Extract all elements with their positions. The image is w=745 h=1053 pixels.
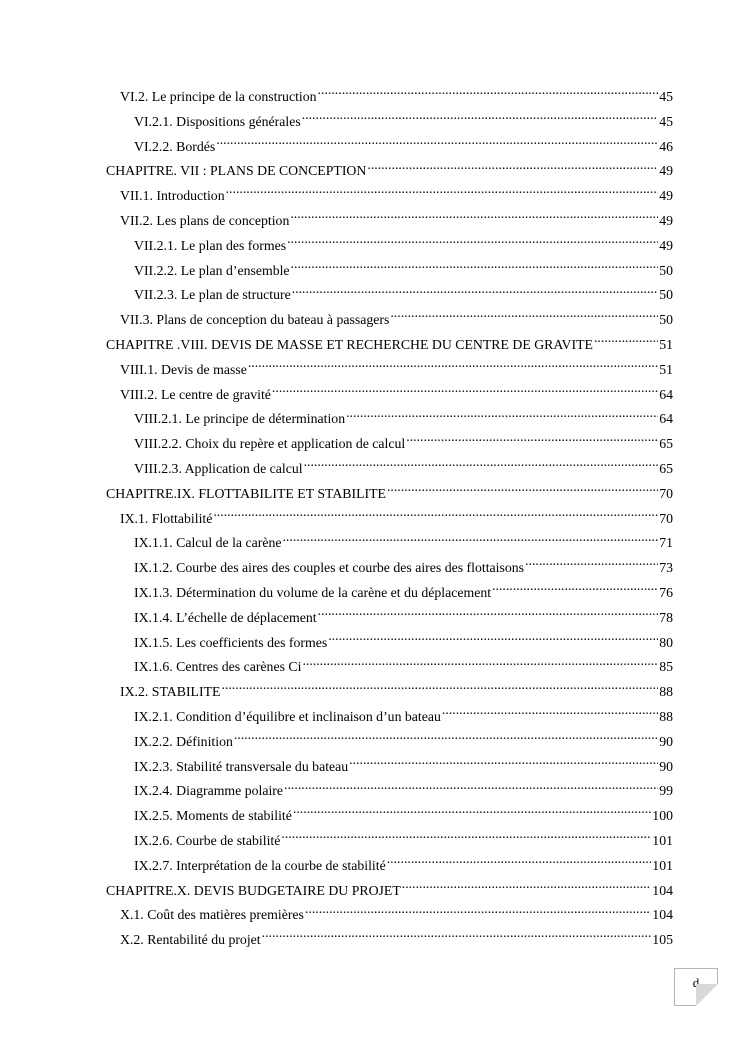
toc-entry-page: 78: [659, 609, 673, 625]
toc-entry-label: IX.1.5. Les coefficients des formes: [134, 634, 328, 650]
toc-dot-leader: [304, 459, 659, 473]
toc-entry-label: CHAPITRE. VII : PLANS DE CONCEPTION: [106, 163, 367, 179]
toc-entry[interactable]: [134, 259, 673, 284]
toc-entry-page: 50: [659, 262, 673, 278]
toc-entry-page: 64: [659, 386, 673, 402]
toc-entry-page: 76: [659, 585, 673, 600]
toc-entry[interactable]: [134, 705, 673, 730]
toc-entry-page: 88: [659, 709, 673, 724]
toc-dot-leader: [305, 906, 651, 920]
toc-dot-leader: [318, 87, 659, 101]
toc-dot-leader: [287, 236, 658, 250]
toc-dot-leader: [293, 806, 651, 820]
toc-entry-label: VII.2. Les plans de conception: [120, 213, 290, 228]
toc-dot-leader: [291, 261, 659, 275]
toc-dot-leader: [328, 633, 658, 647]
toc-entry-page: 49: [659, 163, 673, 179]
toc-entry-page: 104: [652, 882, 673, 898]
toc-entry-label: CHAPITRE.IX. FLOTTABILITE ET STABILITE: [106, 485, 386, 501]
page-number-tab: [674, 968, 718, 1006]
toc-entry[interactable]: [134, 655, 673, 680]
toc-entry-page: 90: [659, 758, 673, 774]
toc-entry-page: 49: [659, 237, 673, 253]
toc-entry[interactable]: [120, 209, 673, 234]
toc-entry[interactable]: [134, 804, 673, 829]
toc-entry-page: 46: [659, 138, 673, 154]
toc-entry-label: VII.2.2. Le plan d’ensemble: [134, 262, 290, 278]
toc-entry[interactable]: [134, 829, 673, 854]
toc-entry-label: IX.2.2. Définition: [134, 733, 233, 749]
toc-entry-label: IX.2.4. Diagramme polaire: [134, 783, 284, 799]
toc-dot-leader: [282, 534, 658, 548]
toc-entry-page: 88: [659, 684, 673, 700]
toc-entry[interactable]: [134, 457, 673, 482]
toc-entry-label: VIII.2. Le centre de gravité: [120, 386, 271, 402]
toc-entry-label: VI.2.1. Dispositions générales: [134, 113, 301, 129]
toc-entry-page: 51: [659, 361, 673, 377]
toc-entry-page: 73: [659, 560, 673, 576]
toc-entry[interactable]: [134, 531, 673, 556]
toc-dot-leader: [281, 831, 651, 845]
toc-entry-label: CHAPITRE .VIII. DEVIS DE MASSE ET RECHERCHE DU CENTRE DE GRAVITE: [106, 337, 593, 352]
toc-entry[interactable]: [134, 631, 673, 656]
toc-dot-leader: [216, 137, 658, 151]
toc-dot-leader: [492, 583, 658, 597]
toc-dot-leader: [234, 732, 658, 746]
toc-entry-page: 49: [659, 188, 673, 204]
toc-entry-page: 50: [659, 312, 673, 328]
toc-entry[interactable]: [134, 606, 673, 631]
toc-entry[interactable]: [134, 854, 673, 879]
toc-entry-label: VII.2.3. Le plan de structure: [134, 287, 291, 303]
toc-entry[interactable]: [134, 556, 673, 581]
toc-entry[interactable]: [120, 358, 673, 383]
toc-entry-label: VIII.2.2. Choix du repère et application de calcul: [134, 436, 406, 452]
toc-entry-page: 45: [659, 113, 673, 129]
toc-dot-leader: [402, 881, 652, 895]
toc-dot-leader: [290, 211, 658, 225]
toc-entry[interactable]: [120, 680, 673, 705]
toc-dot-leader: [387, 856, 652, 870]
toc-entry[interactable]: [134, 581, 673, 606]
toc-entry-label: VI.2.2. Bordés: [134, 138, 216, 154]
toc-dot-leader: [284, 782, 658, 796]
toc-dot-leader: [349, 757, 658, 771]
toc-entry[interactable]: [134, 135, 673, 160]
toc-entry-label: VII.2.1. Le plan des formes: [134, 237, 287, 253]
toc-entry-label: VI.2. Le principe de la construction: [120, 89, 317, 104]
toc-entry-label: IX.1.3. Détermination du volume de la carène et du déplacement: [134, 585, 492, 600]
toc-entry-page: 64: [659, 411, 673, 427]
toc-dot-leader: [213, 509, 658, 523]
toc-entry-label: VIII.2.3. Application de calcul: [134, 461, 303, 476]
toc-entry-label: IX.1. Flottabilité: [120, 510, 213, 526]
toc-entry[interactable]: [120, 928, 673, 953]
toc-dot-leader: [406, 434, 658, 448]
toc-dot-leader: [302, 112, 659, 126]
toc-entry-label: IX.1.1. Calcul de la carène: [134, 535, 282, 551]
toc-entry-label: VIII.1. Devis de masse: [120, 361, 247, 377]
toc-entry[interactable]: [120, 507, 673, 532]
toc-entry[interactable]: [134, 283, 673, 308]
toc-dot-leader: [367, 162, 658, 176]
toc-entry-label: X.2. Rentabilité du projet: [120, 932, 261, 948]
toc-entry-label: IX.2.1. Condition d’équilibre et inclinaison d’un bateau: [134, 709, 441, 724]
toc-dot-leader: [390, 310, 658, 324]
toc-entry-label: IX.2.5. Moments de stabilité: [134, 808, 292, 824]
toc-entry[interactable]: [134, 407, 673, 432]
toc-dot-leader: [387, 484, 658, 498]
toc-entry[interactable]: [134, 110, 673, 135]
toc-entry-page: 65: [659, 461, 673, 476]
toc-entry-label: VII.3. Plans de conception du bateau à passagers: [120, 312, 390, 328]
toc-entry[interactable]: [120, 383, 673, 408]
toc-entry-label: IX.1.4. L’échelle de déplacement: [134, 609, 317, 625]
toc-entry[interactable]: [106, 333, 673, 358]
toc-dot-leader: [442, 707, 658, 721]
page-number-label: d: [692, 975, 700, 990]
toc-dot-leader: [292, 286, 659, 300]
toc-entry-label: IX.2.6. Courbe de stabilité: [134, 833, 281, 848]
toc-entry[interactable]: [120, 903, 673, 928]
toc-dot-leader: [262, 930, 652, 944]
page-curl-icon: [696, 984, 718, 1006]
toc-dot-leader: [226, 186, 659, 200]
toc-entry-page: 100: [652, 808, 673, 824]
toc-dot-leader: [221, 682, 658, 696]
toc-entry[interactable]: [134, 234, 673, 259]
toc-dot-leader: [302, 658, 658, 672]
toc-entry[interactable]: [134, 779, 673, 804]
toc-entry[interactable]: [106, 879, 673, 904]
toc-entry-page: 49: [659, 213, 673, 228]
toc-entry[interactable]: [120, 184, 673, 209]
toc-dot-leader: [346, 410, 658, 424]
toc-entry[interactable]: [106, 482, 673, 507]
toc-entry-label: CHAPITRE.X. DEVIS BUDGETAIRE DU PROJET: [106, 882, 401, 898]
toc-entry-label: IX.2.3. Stabilité transversale du bateau: [134, 758, 349, 774]
toc-entry-label: VIII.2.1. Le principe de détermination: [134, 411, 346, 427]
toc-entry-page: 50: [659, 287, 673, 303]
toc-entry-page: 45: [659, 89, 673, 104]
toc-dot-leader: [248, 360, 658, 374]
toc-entry-page: 99: [659, 783, 673, 799]
toc-dot-leader: [525, 558, 658, 572]
toc-entry-page: 85: [659, 659, 673, 675]
toc-entry[interactable]: [134, 755, 673, 780]
toc-dot-leader: [318, 608, 659, 622]
toc-entry-page: 51: [659, 337, 673, 352]
toc-entry[interactable]: [134, 730, 673, 755]
toc-dot-leader: [594, 335, 658, 349]
toc-entry[interactable]: [134, 432, 673, 457]
toc-entry[interactable]: [120, 308, 673, 333]
toc-entry-page: 70: [659, 485, 673, 501]
toc-dot-leader: [272, 385, 658, 399]
toc-entry-page: 105: [652, 932, 673, 948]
toc-entry-page: 65: [659, 436, 673, 452]
toc-entry-page: 101: [652, 857, 673, 873]
toc-entry[interactable]: [120, 85, 673, 110]
toc-entry-label: VII.1. Introduction: [120, 188, 225, 204]
toc-entry[interactable]: [106, 159, 673, 184]
toc-entry-label: X.1. Coût des matières premières: [120, 907, 304, 923]
toc-entry-page: 80: [659, 634, 673, 650]
toc-entry-page: 71: [659, 535, 673, 551]
toc-entry-label: IX.2.7. Interprétation de la courbe de stabilité: [134, 857, 386, 873]
toc-entry-page: 104: [652, 907, 673, 923]
toc-entry-page: 101: [652, 833, 673, 848]
toc-entry-page: 90: [659, 733, 673, 749]
toc-entry-label: IX.1.2. Courbe des aires des couples et courbe des aires des flottaisons: [134, 560, 525, 576]
toc-entry-label: IX.1.6. Centres des carènes Ci: [134, 659, 302, 675]
toc-entry-label: IX.2. STABILITE: [120, 684, 221, 700]
toc-entry-page: 70: [659, 510, 673, 526]
